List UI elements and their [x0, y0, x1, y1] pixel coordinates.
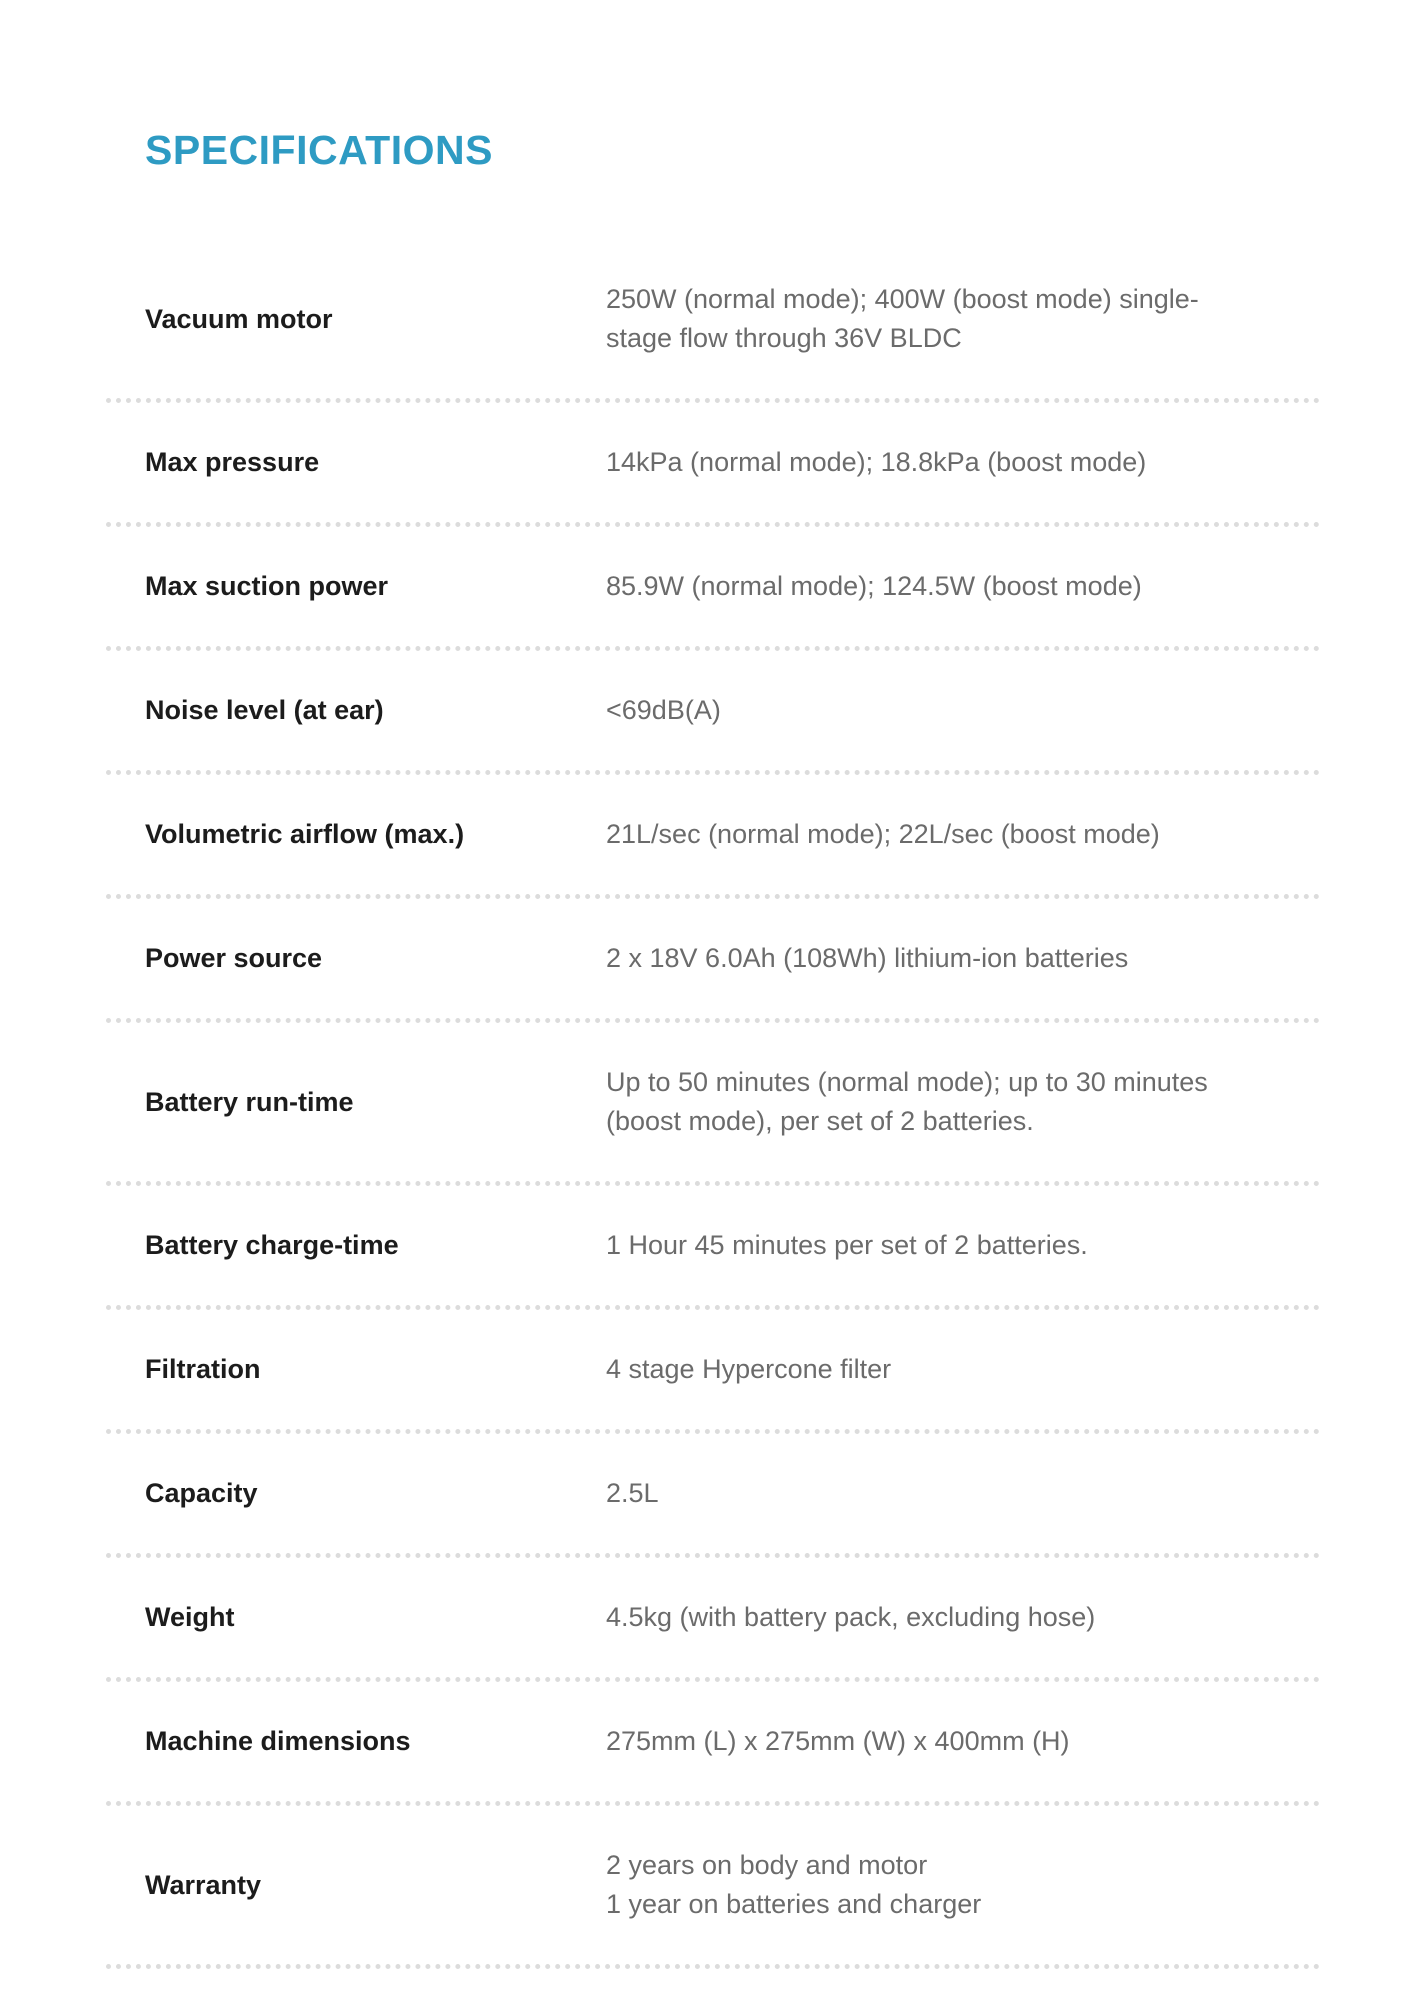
- spec-value: [606, 1063, 1320, 1141]
- spec-value: [606, 1598, 1320, 1637]
- spec-row: [106, 1310, 1320, 1434]
- spec-value: [606, 567, 1320, 606]
- spec-value-line: (boost mode), per set of 2 batteries.: [606, 1106, 1034, 1136]
- spec-value-line: 275mm (L) x 275mm (W) x 400mm (H): [606, 1726, 1070, 1756]
- spec-label: Filtration: [145, 1354, 261, 1384]
- spec-value: [606, 815, 1320, 854]
- spec-value-line: 2.5L: [606, 1478, 659, 1508]
- page-title: SPECIFICATIONS: [145, 127, 493, 173]
- spec-value-line: 250W (normal mode); 400W (boost mode) single-: [606, 284, 1199, 314]
- spec-value: [606, 1474, 1320, 1513]
- spec-table: [106, 240, 1320, 1969]
- spec-row: [106, 1558, 1320, 1682]
- spec-value-line: stage flow through 36V BLDC: [606, 323, 962, 353]
- spec-value-line: 4 stage Hypercone filter: [606, 1354, 892, 1384]
- spec-value-line: <69dB(A): [606, 695, 721, 725]
- spec-label: Volumetric airflow (max.): [145, 819, 465, 849]
- spec-value-line: 1 year on batteries and charger: [606, 1889, 982, 1919]
- spec-label: Max suction power: [145, 571, 389, 601]
- spec-label: Battery run-time: [145, 1086, 354, 1117]
- spec-value-line: 1 Hour 45 minutes per set of 2 batteries.: [606, 1230, 1088, 1260]
- spec-label: Machine dimensions: [145, 1726, 411, 1756]
- spec-value-line: 14kPa (normal mode); 18.8kPa (boost mode): [606, 447, 1147, 477]
- spec-label: Capacity: [145, 1478, 258, 1508]
- spec-value-line: 2 x 18V 6.0Ah (108Wh) lithium-ion batteries: [606, 943, 1129, 973]
- spec-value: [606, 280, 1320, 358]
- spec-value-line: 21L/sec (normal mode); 22L/sec (boost mode): [606, 819, 1160, 849]
- spec-row: [106, 899, 1320, 1023]
- spec-row: [106, 527, 1320, 651]
- spec-row: [106, 1434, 1320, 1558]
- spec-label: Noise level (at ear): [145, 695, 384, 725]
- spec-row: [106, 1186, 1320, 1310]
- spec-row: [106, 403, 1320, 527]
- spec-value: [606, 1722, 1320, 1761]
- spec-value: [606, 1226, 1320, 1265]
- spec-row: [106, 775, 1320, 899]
- spec-row: [106, 1023, 1320, 1186]
- spec-value-line: 4.5kg (with battery pack, excluding hose): [606, 1602, 1096, 1632]
- spec-value: [606, 939, 1320, 978]
- spec-label: Warranty: [145, 1869, 262, 1900]
- spec-label: Weight: [145, 1602, 235, 1632]
- spec-value: [606, 1846, 1320, 1924]
- spec-row: [106, 651, 1320, 775]
- spec-row: [106, 1806, 1320, 1969]
- spec-value: [606, 1350, 1320, 1389]
- spec-label: Vacuum motor: [145, 303, 333, 334]
- spec-row: [106, 240, 1320, 403]
- spec-label: Power source: [145, 943, 323, 973]
- spec-row: [106, 1682, 1320, 1806]
- spec-label: Battery charge-time: [145, 1230, 399, 1260]
- spec-value: [606, 443, 1320, 482]
- spec-value-line: 2 years on body and motor: [606, 1850, 928, 1880]
- spec-label: Max pressure: [145, 447, 320, 477]
- spec-value-line: Up to 50 minutes (normal mode); up to 30 minutes: [606, 1067, 1208, 1097]
- spec-value: [606, 691, 1320, 730]
- spec-value-line: 85.9W (normal mode); 124.5W (boost mode): [606, 571, 1142, 601]
